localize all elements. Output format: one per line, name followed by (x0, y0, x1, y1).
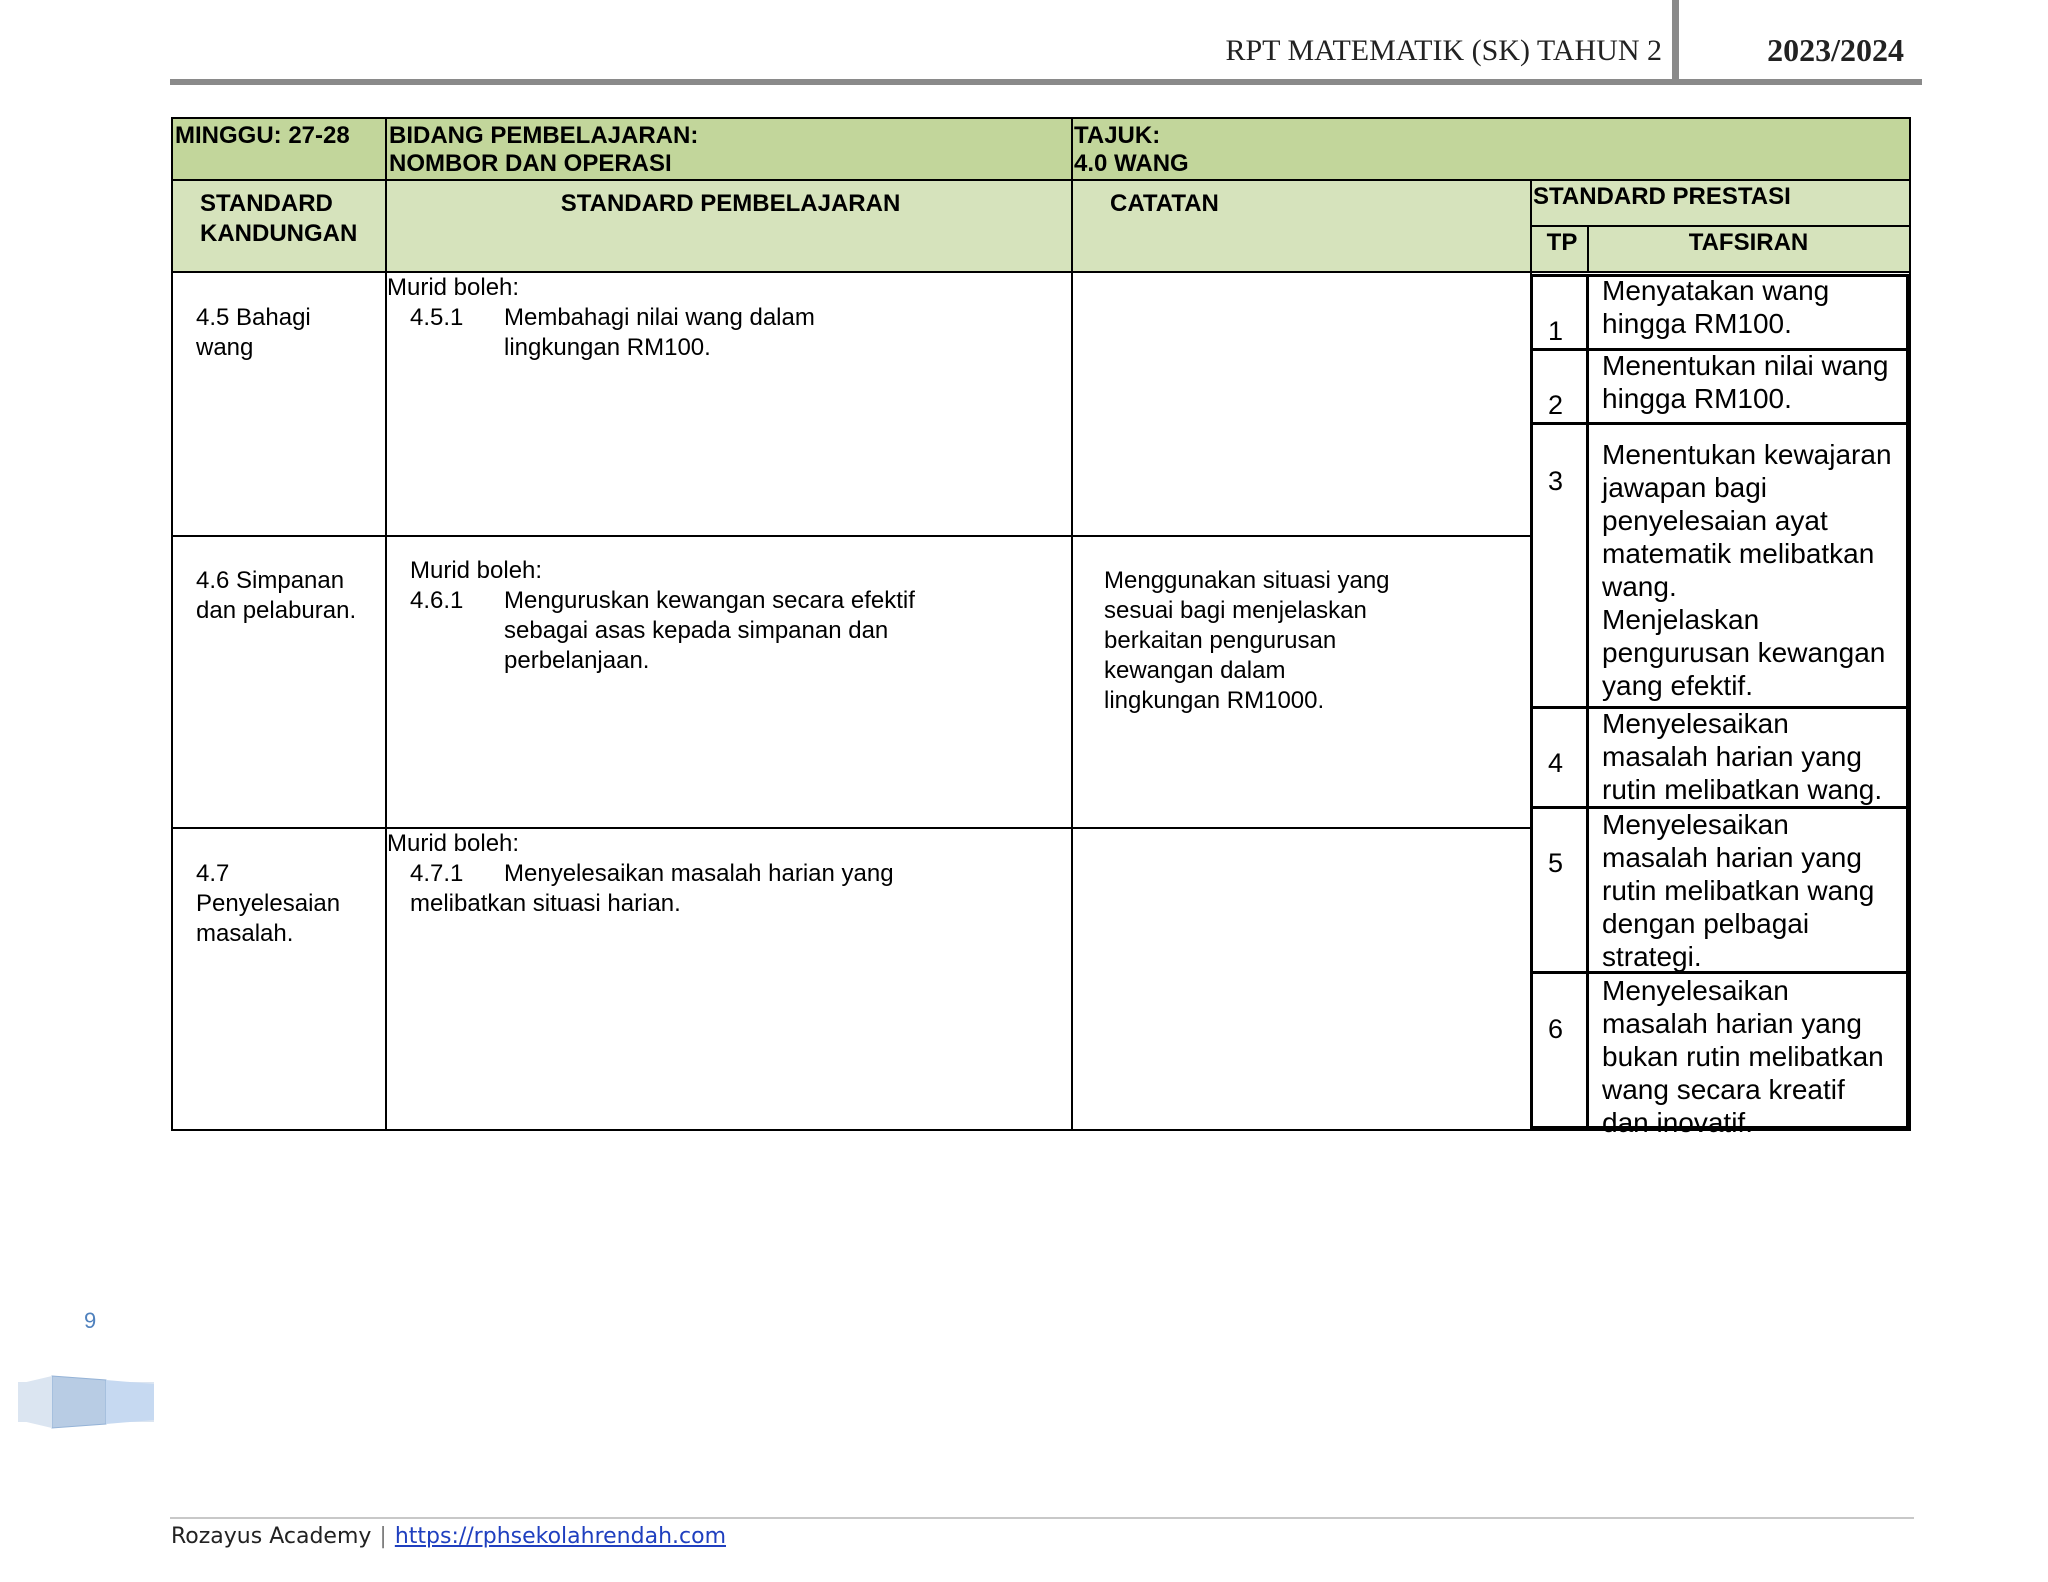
learning-code: 4.6.1 (410, 587, 464, 614)
learning-standard: Menyelesaikan masalah harian yang (504, 860, 894, 887)
text-line: masalah harian yang (1602, 741, 1862, 772)
text-line: Menyelesaikan (1602, 708, 1789, 739)
tp-level: 6 (1548, 1014, 1564, 1044)
text-line: masalah harian yang (1602, 842, 1862, 873)
tp-description (1602, 707, 1882, 806)
tp-level: 3 (1548, 466, 1564, 496)
document-title: RPT MATEMATIK (SK) TAHUN 2 (1225, 34, 1662, 67)
rule (1071, 119, 1073, 1129)
rule (1587, 225, 1589, 273)
text-line: Menggunakan situasi yang (1104, 567, 1390, 594)
text-line: masalah harian yang (1602, 1008, 1862, 1039)
footer (171, 1524, 726, 1549)
catatan-note (1104, 566, 1390, 716)
text-line: Menyelesaikan (1602, 975, 1789, 1006)
text-line: wang (196, 334, 254, 361)
footer-separator: | (379, 1524, 387, 1549)
text-line: Menyatakan wang (1602, 275, 1830, 306)
text-line: wang. (1602, 571, 1677, 602)
rule (173, 535, 1532, 537)
text-line: Penyelesaian (196, 890, 341, 917)
text-line: lingkungan RM100. (504, 334, 711, 361)
col-standard-prestasi: STANDARD PRESTASI (1533, 183, 1791, 210)
text-line: dan inovatif. (1602, 1107, 1753, 1138)
bidang-label: BIDANG PEMBELAJARAN: (389, 122, 699, 149)
header-rule (170, 79, 1922, 85)
text-line: sesuai bagi menjelaskan (1104, 597, 1367, 624)
col-catatan: CATATAN (1110, 190, 1219, 217)
rule (1586, 274, 1589, 1129)
tajuk-label: TAJUK: (1074, 122, 1161, 149)
footer-org: Rozayus Academy (171, 1524, 372, 1549)
learning-standard (504, 586, 915, 676)
text-line: hingga RM100. (1602, 308, 1792, 339)
tp-level: 4 (1548, 748, 1564, 778)
bidang-value: NOMBOR DAN OPERASI (389, 150, 672, 177)
footer-link[interactable]: https://rphsekolahrendah.com (394, 1524, 726, 1549)
text-line: bukan rutin melibatkan (1602, 1041, 1884, 1072)
text-line: wang secara kreatif (1602, 1074, 1845, 1105)
content-standard (196, 566, 356, 626)
page-decoration-graphic (18, 1372, 154, 1432)
text-line: kewangan dalam (1104, 657, 1286, 684)
tp-description (1602, 274, 1829, 340)
col-standard-pembelajaran: STANDARD PEMBELAJARAN (560, 190, 901, 217)
footer-rule (170, 1517, 1914, 1519)
text-line: yang efektif. (1602, 670, 1753, 701)
tp-description (1602, 438, 1892, 702)
tp-level: 2 (1548, 390, 1564, 420)
col-tp: TP (1546, 229, 1578, 256)
text-line: sebagai asas kepada simpanan dan (504, 617, 889, 644)
text-line: Membahagi nilai wang dalam (504, 304, 815, 331)
text-line: Menguruskan kewangan secara efektif (504, 587, 915, 614)
tp-level: 1 (1548, 316, 1564, 346)
tajuk-value: 4.0 WANG (1074, 150, 1189, 177)
col-standard-kandungan-line2: KANDUNGAN (200, 220, 358, 247)
text-line: matematik melibatkan (1602, 538, 1875, 569)
text-line: strategi. (1602, 941, 1702, 972)
text-line: masalah. (196, 920, 294, 947)
text-line: Menentukan kewajaran (1602, 439, 1892, 470)
text-line: 4.6 Simpanan (196, 567, 345, 594)
rule (1530, 422, 1909, 425)
text-line: penyelesaian ayat (1602, 505, 1828, 536)
text-line: dengan pelbagai (1602, 908, 1810, 939)
text-line: dan pelaburan. (196, 597, 357, 624)
text-line: pengurusan kewangan (1602, 637, 1886, 668)
text-line: Menjelaskan (1602, 604, 1760, 635)
document-year: 2023/2024 (1767, 32, 1904, 68)
tp-description (1602, 974, 1884, 1139)
rpt-table (171, 117, 1911, 1138)
tp-level: 5 (1548, 848, 1564, 878)
header-divider (1672, 0, 1679, 82)
learning-intro: Murid boleh: (387, 274, 520, 301)
learning-code: 4.7.1 (410, 860, 464, 887)
text-line: berkaitan pengurusan (1104, 627, 1337, 654)
rule (173, 827, 1532, 829)
page-number: 9 (84, 1308, 97, 1333)
content-standard (196, 303, 311, 363)
rule (385, 119, 387, 1129)
col-tafsiran: TAFSIRAN (1688, 229, 1809, 256)
text-line: hingga RM100. (1602, 383, 1792, 414)
text-line: 4.5 Bahagi (196, 304, 311, 331)
learning-code: 4.5.1 (410, 304, 464, 331)
text-line: Menentukan nilai wang (1602, 350, 1889, 381)
learning-intro: Murid boleh: (410, 557, 543, 584)
minggu-label: MINGGU: 27-28 (175, 122, 350, 149)
content-standard (196, 859, 340, 949)
tp-description (1602, 349, 1888, 415)
tp-description (1602, 808, 1874, 973)
rule (173, 179, 1909, 181)
learning-standard-continued: melibatkan situasi harian. (410, 890, 681, 917)
text-line: 4.7 (196, 860, 230, 887)
learning-standard (504, 303, 815, 363)
text-line: rutin melibatkan wang (1602, 875, 1875, 906)
text-line: lingkungan RM1000. (1104, 687, 1325, 714)
learning-intro: Murid boleh: (387, 830, 520, 857)
text-line: rutin melibatkan wang. (1602, 774, 1883, 805)
text-line: Menyelesaikan (1602, 809, 1789, 840)
col-standard-kandungan-line1: STANDARD (200, 190, 333, 217)
text-line: jawapan bagi (1602, 472, 1768, 503)
text-line: perbelanjaan. (504, 647, 650, 674)
